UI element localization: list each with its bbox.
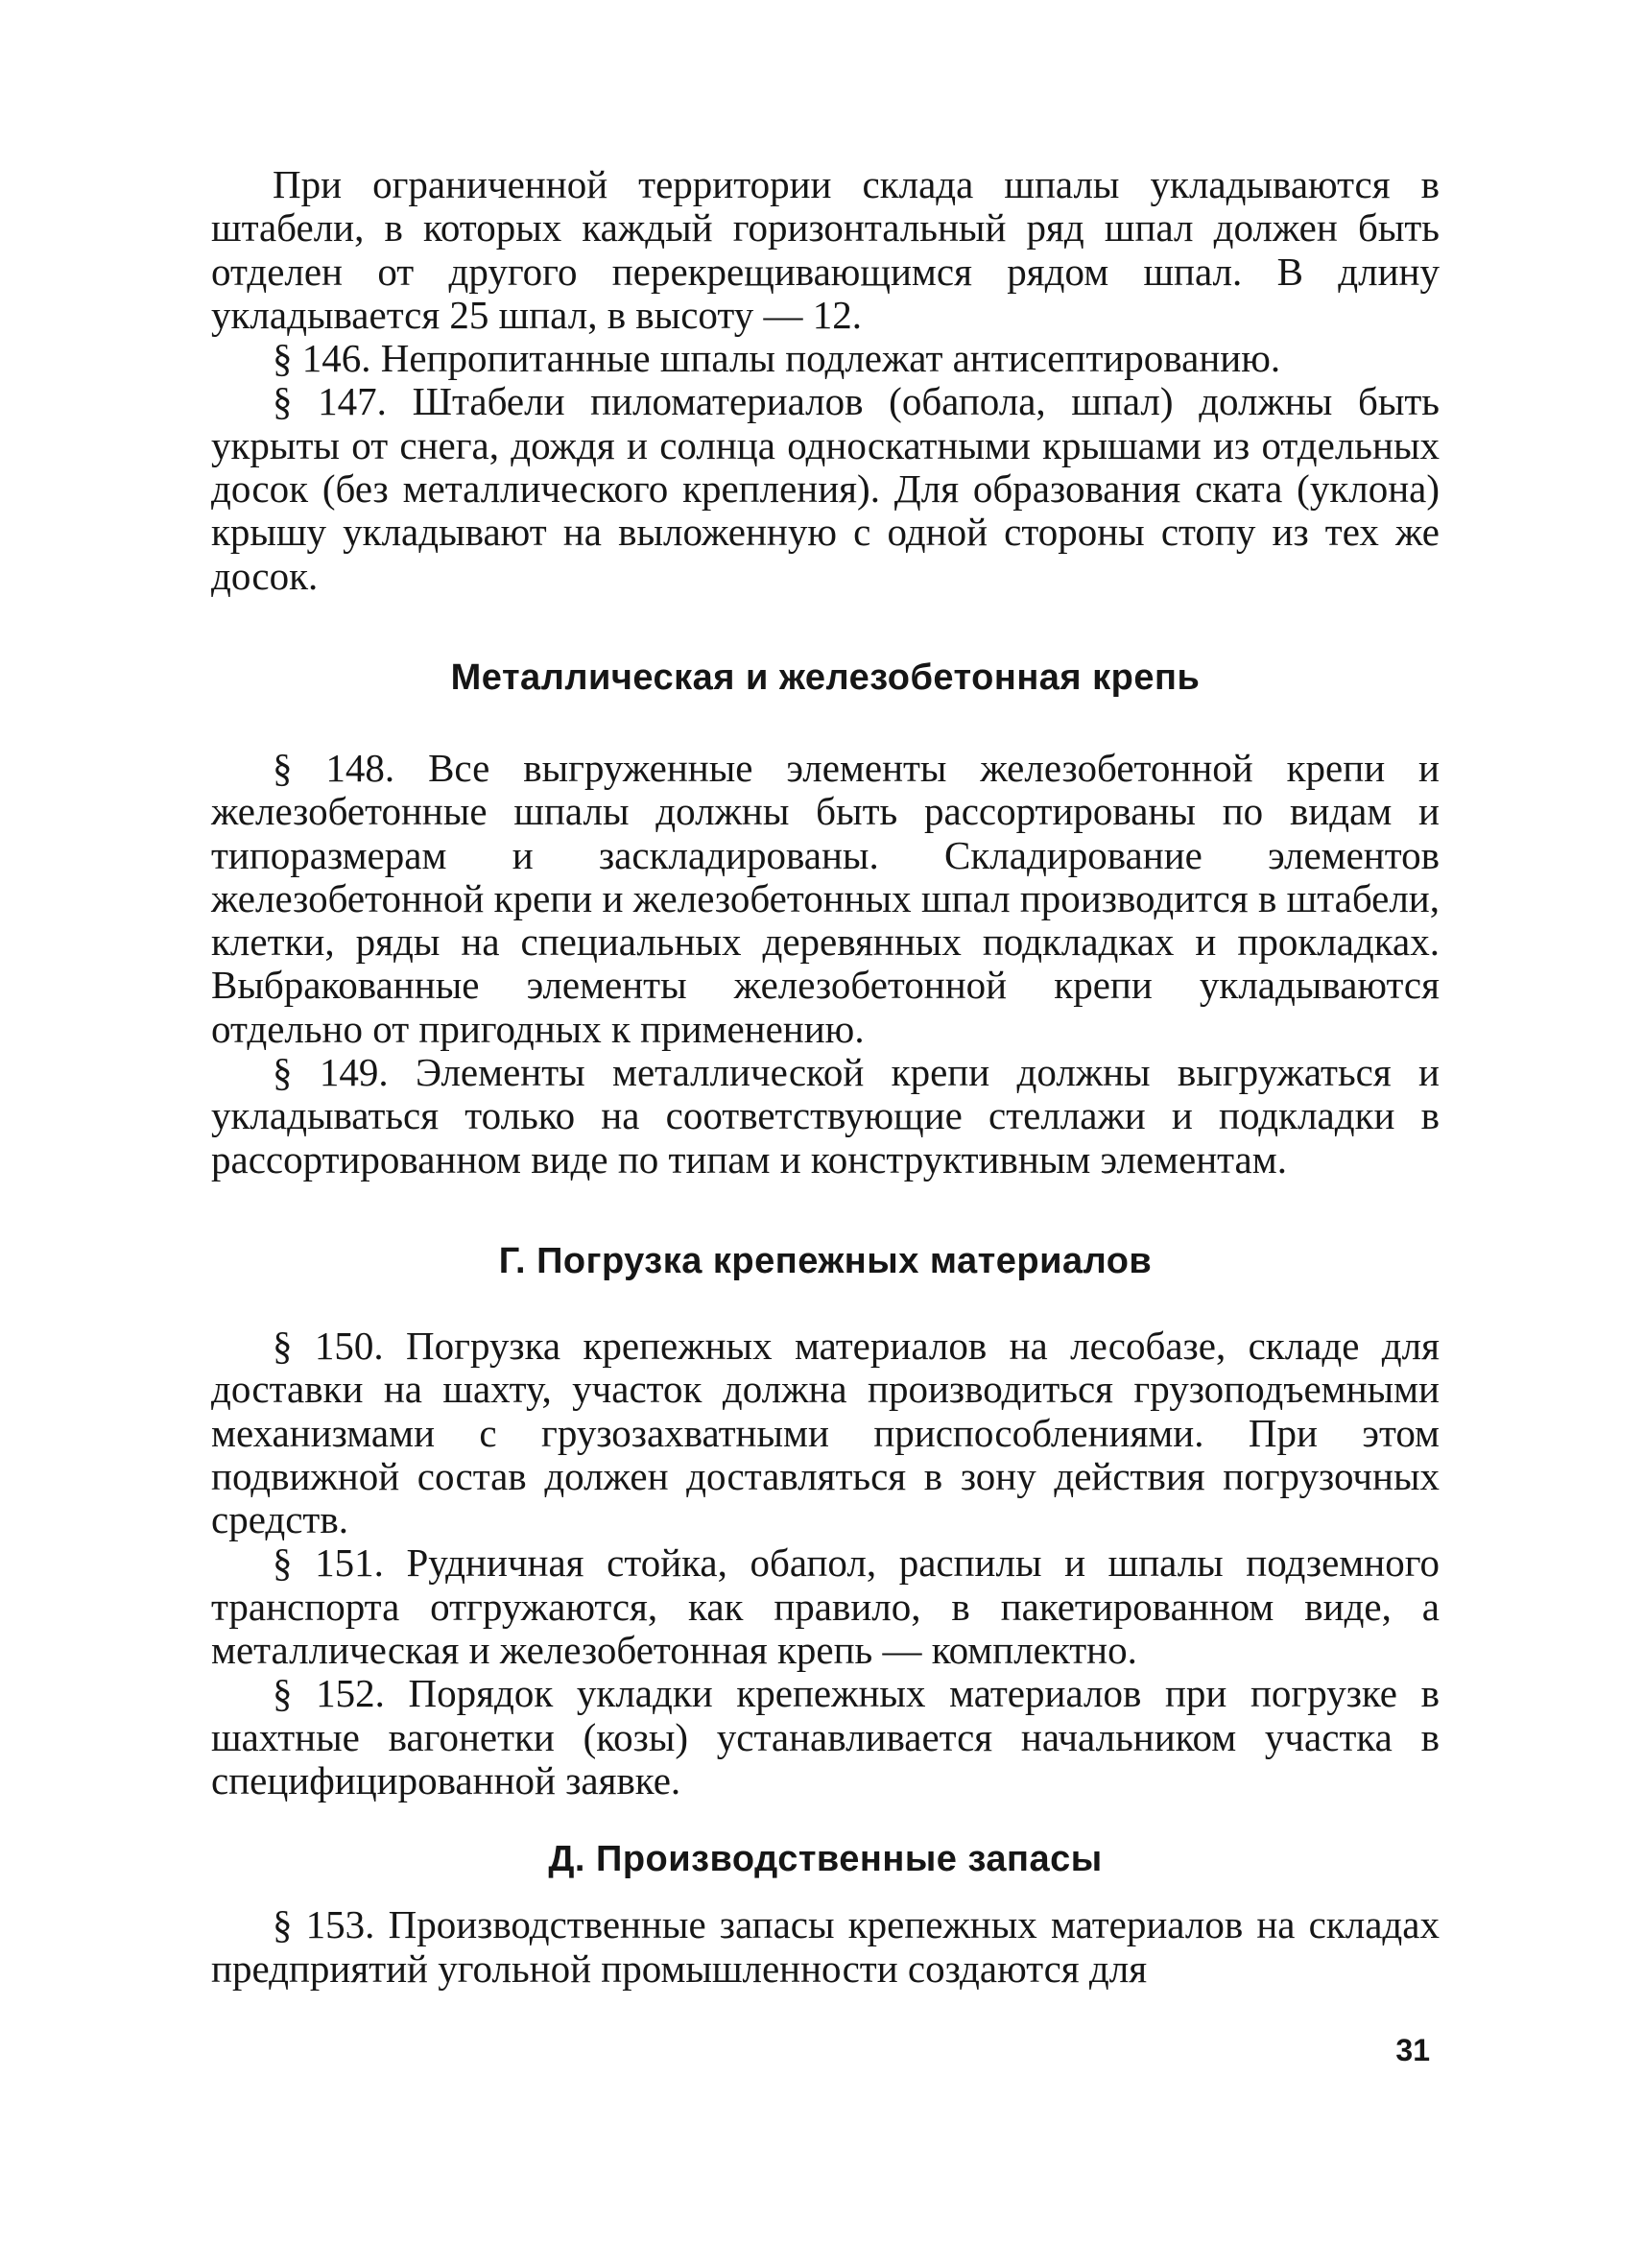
paragraph-150: § 150. Погрузка крепежных материалов на лесобазе, складе для доставки на шахту, участок должна производиться грузоподъемными механизмами с грузозахватными приспособлениями. При этом подвижной состав должен доставляться в зону действия погрузочных средств. xyxy=(211,1323,1440,1542)
paragraph-153: § 153. Производственные запасы крепежных материалов на складах предприятий угольной промышленности создаются для xyxy=(211,1902,1440,1991)
paragraph-storage-stacks: При ограниченной территории склада шпалы укладываются в штабели, в которых каждый горизонтальный ряд шпал должен быть отделен от другого перекрещивающимся рядом шпал. В длину укладывается 25 шпал, в высоту — 12. xyxy=(211,162,1440,337)
paragraph-152: § 152. Порядок укладки крепежных материалов при погрузке в шахтные вагонетки (козы) устанавливается начальником участка в специфицированной заявке. xyxy=(211,1671,1440,1802)
paragraph-149: § 149. Элементы металлической крепи должны выгружаться и укладываться только на соответствующие стеллажи и подкладки в рассортированном виде по типам и конструктивным элементам. xyxy=(211,1050,1440,1182)
paragraph-148: § 148. Все выгруженные элементы железобетонной крепи и железобетонные шпалы должны быть рассортированы по видам и типоразмерам и заскладированы. Складирование элементов железобетонной крепи и железобетонных шпал производится в штабели, клетки, ряды на специальных деревянных подкладках и прокладках. Выбракованные элементы железобетонной крепи укладываются отдельно от пригодных к применению. xyxy=(211,745,1440,1051)
paragraph-147: § 147. Штабели пиломатериалов (обапола, шпал) должны быть укрыты от снега, дождя и солнца односкатными крышами из отдельных досок (без металлического крепления). Для образования ската (уклона) крышу укладывают на выложенную с одной стороны стопу из тех же досок. xyxy=(211,379,1440,598)
paragraph-151: § 151. Рудничная стойка, обапол, распилы и шпалы подземного транспорта отгружаются, как правило, в пакетированном виде, а металлическая и железобетонная крепь — комплектно. xyxy=(211,1540,1440,1673)
paragraph-146: § 146. Непропитанные шпалы подлежат антисептированию. xyxy=(273,336,1281,381)
heading-metal-concrete-support: Металлическая и железобетонная крепь xyxy=(450,657,1201,698)
page-number: 31 xyxy=(1395,2033,1430,2067)
heading-loading-support-materials: Г. Погрузка крепежных материалов xyxy=(498,1240,1153,1281)
page-body xyxy=(211,163,1440,1991)
heading-production-stocks: Д. Производственные запасы xyxy=(548,1839,1103,1880)
